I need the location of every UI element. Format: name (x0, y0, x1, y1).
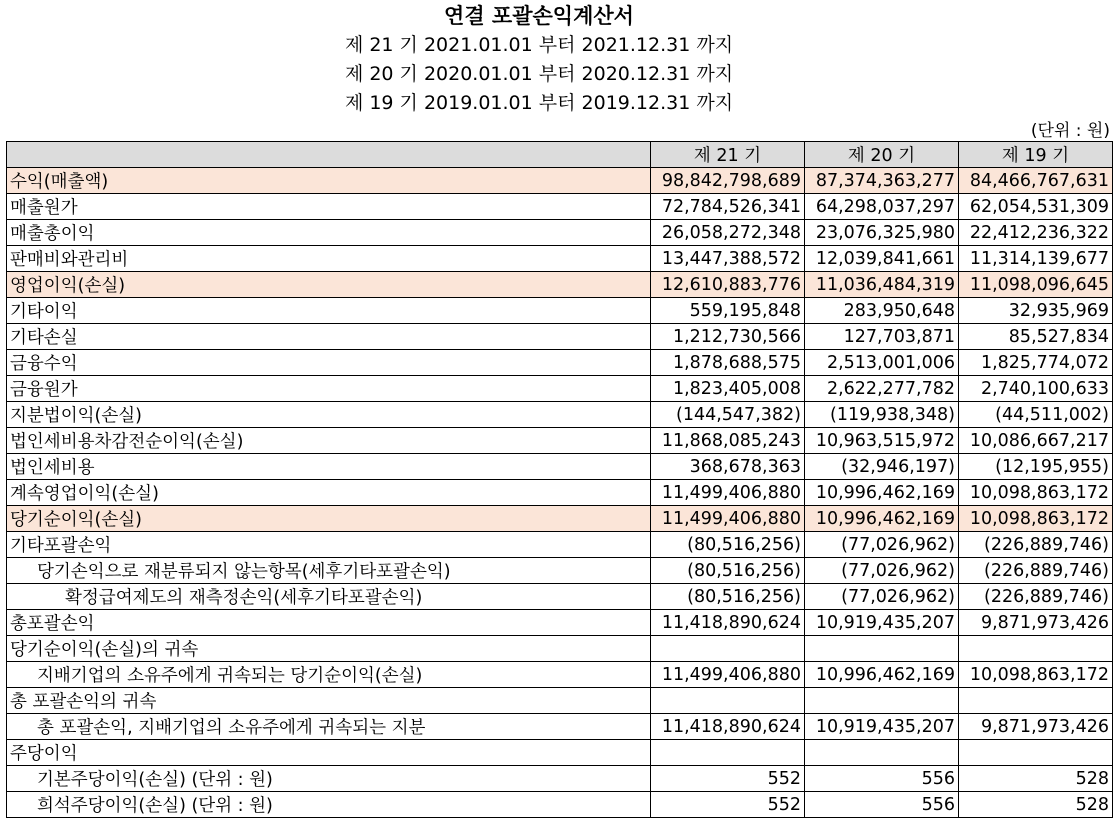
value-cell: 11,314,139,677 (959, 246, 1113, 272)
table-row (7, 740, 1113, 766)
value-cell: 11,499,406,880 (651, 662, 805, 688)
value-cell: 23,076,325,980 (805, 220, 959, 246)
value-cell: 10,919,435,207 (805, 610, 959, 636)
value-cell: (80,516,256) (651, 532, 805, 558)
value-cell: (77,026,962) (805, 532, 959, 558)
table-row (7, 376, 1113, 402)
value-cell (959, 636, 1113, 662)
value-cell (805, 688, 959, 714)
value-cell: 62,054,531,309 (959, 194, 1113, 220)
value-cell (805, 740, 959, 766)
value-cell: 64,298,037,297 (805, 194, 959, 220)
value-cell: 2,622,277,782 (805, 376, 959, 402)
table-row (7, 714, 1113, 740)
row-label: 계속영업이익(손실) (7, 480, 651, 506)
value-cell: 10,098,863,172 (959, 506, 1113, 532)
value-cell: 10,098,863,172 (959, 662, 1113, 688)
table-row (7, 636, 1113, 662)
table-row (7, 298, 1113, 324)
value-cell: 32,935,969 (959, 298, 1113, 324)
table-row (7, 688, 1113, 714)
value-cell: (44,511,002) (959, 402, 1113, 428)
value-cell: 10,996,462,169 (805, 480, 959, 506)
value-cell: 10,996,462,169 (805, 662, 959, 688)
value-cell: 127,703,871 (805, 324, 959, 350)
row-label: 매출원가 (7, 194, 651, 220)
value-cell: (77,026,962) (805, 558, 959, 584)
row-label: 금융원가 (7, 376, 651, 402)
header-cell-period-19: 제 19 기 (959, 142, 1113, 168)
value-cell: 2,513,001,006 (805, 350, 959, 376)
value-cell: 2,740,100,633 (959, 376, 1113, 402)
statement-header (0, 0, 1098, 118)
table-row (7, 506, 1113, 532)
table-row (7, 246, 1113, 272)
value-cell: 11,868,085,243 (651, 428, 805, 454)
value-cell: 559,195,848 (651, 298, 805, 324)
row-label: 희석주당이익(손실) (단위 : 원) (7, 792, 651, 818)
table-row (7, 792, 1113, 818)
value-cell: 11,098,096,645 (959, 272, 1113, 298)
table-row (7, 272, 1113, 298)
value-cell: 12,610,883,776 (651, 272, 805, 298)
value-cell: 12,039,841,661 (805, 246, 959, 272)
row-label: 당기손익으로 재분류되지 않는항목(세후기타포괄손익) (7, 558, 651, 584)
row-label: 법인세비용차감전순이익(손실) (7, 428, 651, 454)
period-line: 제 21 기 2021.01.01 부터 2021.12.31 까지 (344, 34, 734, 56)
table-row (7, 480, 1113, 506)
row-label: 기타손실 (7, 324, 651, 350)
value-cell: 26,058,272,348 (651, 220, 805, 246)
value-cell: 1,878,688,575 (651, 350, 805, 376)
value-cell: 556 (805, 766, 959, 792)
value-cell: (119,938,348) (805, 402, 959, 428)
value-cell: (226,889,746) (959, 532, 1113, 558)
value-cell: 72,784,526,341 (651, 194, 805, 220)
value-cell: 85,527,834 (959, 324, 1113, 350)
statement-title: 연결 포괄손익계산서 (444, 4, 634, 28)
value-cell: 1,212,730,566 (651, 324, 805, 350)
value-cell (959, 740, 1113, 766)
value-cell: 552 (651, 766, 805, 792)
value-cell: (77,026,962) (805, 584, 959, 610)
row-label: 영업이익(손실) (7, 272, 651, 298)
value-cell: 11,499,406,880 (651, 480, 805, 506)
row-label: 당기순이익(손실) (7, 506, 651, 532)
value-cell: 283,950,648 (805, 298, 959, 324)
value-cell: 10,919,435,207 (805, 714, 959, 740)
table-row (7, 194, 1113, 220)
value-cell: 84,466,767,631 (959, 168, 1113, 194)
table-row (7, 428, 1113, 454)
row-label: 지분법이익(손실) (7, 402, 651, 428)
value-cell: (12,195,955) (959, 454, 1113, 480)
value-cell (651, 688, 805, 714)
table-row (7, 168, 1113, 194)
value-cell: 1,825,774,072 (959, 350, 1113, 376)
value-cell: 11,418,890,624 (651, 610, 805, 636)
table-row (7, 454, 1113, 480)
value-cell: (80,516,256) (651, 584, 805, 610)
row-label: 확정급여제도의 재측정손익(세후기타포괄손익) (7, 584, 651, 610)
table-row (7, 662, 1113, 688)
row-label: 총포괄손익 (7, 610, 651, 636)
value-cell: 10,963,515,972 (805, 428, 959, 454)
value-cell: (144,547,382) (651, 402, 805, 428)
value-cell: 9,871,973,426 (959, 714, 1113, 740)
row-label: 총 포괄손익, 지배기업의 소유주에게 귀속되는 지분 (7, 714, 651, 740)
table-row (7, 766, 1113, 792)
value-cell: 13,447,388,572 (651, 246, 805, 272)
value-cell: 22,412,236,322 (959, 220, 1113, 246)
period-line: 제 19 기 2019.01.01 부터 2019.12.31 까지 (344, 92, 734, 114)
row-label: 기타포괄손익 (7, 532, 651, 558)
table-row (7, 220, 1113, 246)
value-cell: 87,374,363,277 (805, 168, 959, 194)
table-header-row (7, 142, 1113, 168)
value-cell: 11,418,890,624 (651, 714, 805, 740)
table-row (7, 402, 1113, 428)
value-cell: 11,036,484,319 (805, 272, 959, 298)
header-cell-label (7, 142, 651, 168)
table-row (7, 324, 1113, 350)
table-row (7, 558, 1113, 584)
table-row (7, 350, 1113, 376)
value-cell: (226,889,746) (959, 584, 1113, 610)
row-label: 지배기업의 소유주에게 귀속되는 당기순이익(손실) (7, 662, 651, 688)
income-statement-table (6, 141, 1113, 818)
value-cell: 552 (651, 792, 805, 818)
value-cell: 528 (959, 792, 1113, 818)
header-cell-period-21: 제 21 기 (651, 142, 805, 168)
row-label: 주당이익 (7, 740, 651, 766)
value-cell: (226,889,746) (959, 558, 1113, 584)
value-cell: 98,842,798,689 (651, 168, 805, 194)
row-label: 매출총이익 (7, 220, 651, 246)
value-cell: 556 (805, 792, 959, 818)
row-label: 당기순이익(손실)의 귀속 (7, 636, 651, 662)
value-cell: 528 (959, 766, 1113, 792)
row-label: 기타이익 (7, 298, 651, 324)
value-cell: 10,996,462,169 (805, 506, 959, 532)
row-label: 법인세비용 (7, 454, 651, 480)
value-cell (959, 688, 1113, 714)
unit-label: (단위 : 원) (1030, 121, 1110, 141)
value-cell: 1,823,405,008 (651, 376, 805, 402)
value-cell: (32,946,197) (805, 454, 959, 480)
value-cell: (80,516,256) (651, 558, 805, 584)
table-row (7, 610, 1113, 636)
row-label: 총 포괄손익의 귀속 (7, 688, 651, 714)
period-line: 제 20 기 2020.01.01 부터 2020.12.31 까지 (344, 63, 734, 85)
row-label: 판매비와관리비 (7, 246, 651, 272)
value-cell: 10,098,863,172 (959, 480, 1113, 506)
table-row (7, 532, 1113, 558)
row-label: 금융수익 (7, 350, 651, 376)
value-cell (651, 636, 805, 662)
value-cell: 368,678,363 (651, 454, 805, 480)
value-cell: 10,086,667,217 (959, 428, 1113, 454)
table-row (7, 584, 1113, 610)
value-cell (805, 636, 959, 662)
row-label: 기본주당이익(손실) (단위 : 원) (7, 766, 651, 792)
header-cell-period-20: 제 20 기 (805, 142, 959, 168)
row-label: 수익(매출액) (7, 168, 651, 194)
value-cell: 9,871,973,426 (959, 610, 1113, 636)
value-cell: 11,499,406,880 (651, 506, 805, 532)
value-cell (651, 740, 805, 766)
